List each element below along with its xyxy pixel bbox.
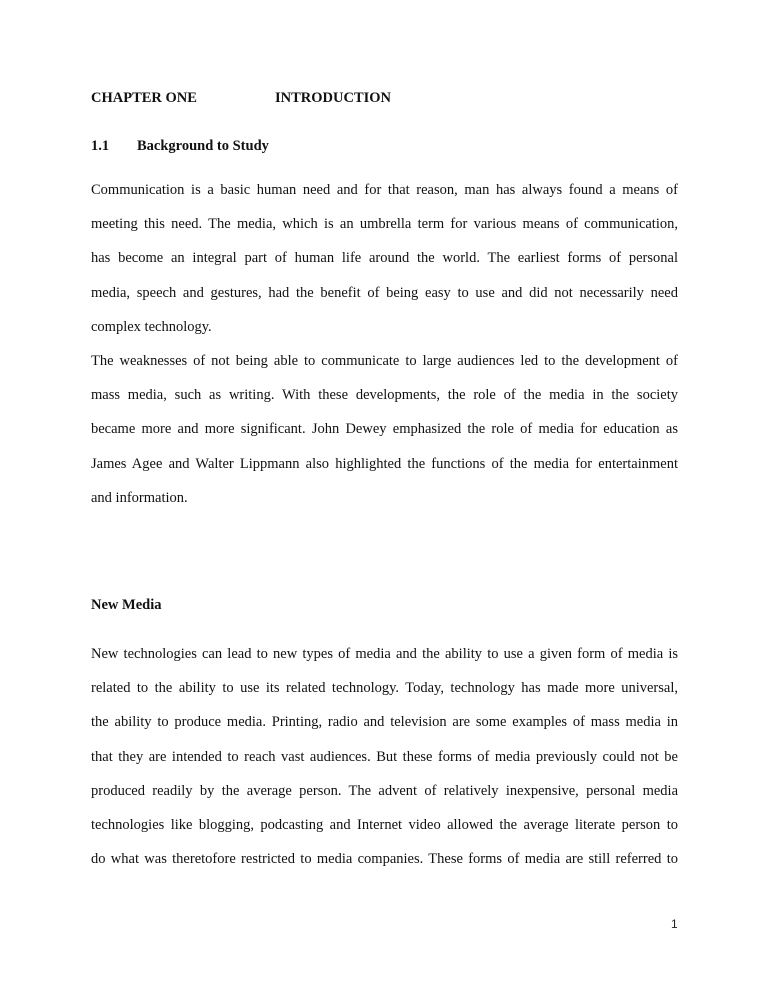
paragraph-mass-media: [91, 353, 678, 524]
paragraph-line: has become an integral part of human life around the world. The earliest forms of personal: [91, 250, 678, 267]
paragraph-line: New technologies can lead to new types of media and the ability to use a given form of media is: [91, 646, 678, 662]
paragraph-line: meeting this need. The media, which is an umbrella term for various means of communication,: [91, 216, 678, 233]
section-number: 1.1: [91, 138, 110, 154]
paragraph-line: The weaknesses of not being able to communicate to large audiences led to the development of: [91, 353, 678, 369]
chapter-label: CHAPTER ONE: [91, 90, 197, 106]
paragraph-line: Communication is a basic human need and for that reason, man has always found a means of: [91, 182, 678, 198]
subsection-heading: New Media: [91, 597, 162, 613]
paragraph-line: became more and more significant. John Dewey emphasized the role of media for education as: [91, 421, 678, 438]
chapter-title: INTRODUCTION: [275, 90, 392, 106]
paragraph-line: produced readily by the average person. The advent of relatively inexpensive, personal media: [91, 782, 678, 799]
chapter-heading: [91, 90, 392, 107]
section-title: Background to Study: [137, 138, 269, 154]
paragraph-line: complex technology.: [91, 318, 212, 335]
paragraph-background: [91, 182, 678, 353]
page-number: 1: [671, 917, 678, 931]
paragraph-line: media, speech and gestures, had the benefit of being easy to use and did not necessarily need: [91, 284, 678, 301]
paragraph-line: and information.: [91, 489, 188, 506]
paragraph-line: do what was theretofore restricted to media companies. These forms of media are still referred to: [91, 851, 678, 868]
paragraph-line: technologies like blogging, podcasting and Internet video allowed the average literate person to: [91, 816, 678, 833]
paragraph-line: that they are intended to reach vast audiences. But these forms of media previously could not be: [91, 748, 678, 765]
section-heading: [91, 138, 269, 155]
paragraph-new-media: [91, 646, 678, 885]
paragraph-line: related to the ability to use its related technology. Today, technology has made more universal,: [91, 680, 678, 697]
paragraph-line: James Agee and Walter Lippmann also highlighted the functions of the media for entertainment: [91, 455, 678, 472]
paragraph-line: mass media, such as writing. With these developments, the role of the media in the society: [91, 387, 678, 404]
paragraph-line: the ability to produce media. Printing, radio and television are some examples of mass media in: [91, 714, 678, 731]
